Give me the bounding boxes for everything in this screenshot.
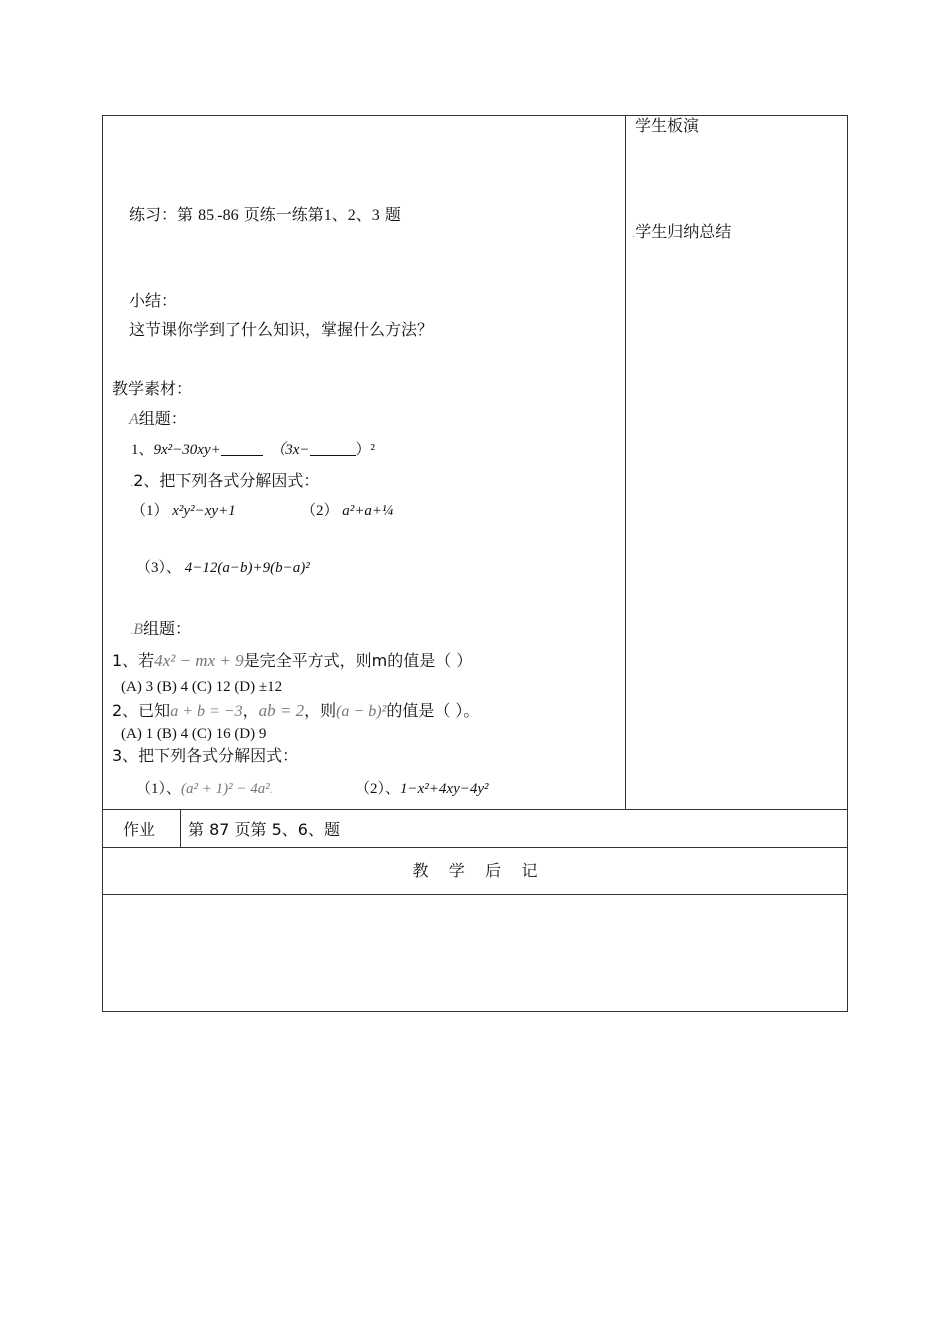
row-divider-main [102,809,848,810]
group-b-q3-1: （1）、(a² + 1)² − 4a². [136,781,273,797]
practice-line: 练习：第 85.-86 页练一练第1、2、3 题 [129,205,401,224]
group-b-q3-2: （2）、1−x²+4xy−4y² [355,781,489,797]
group-b-q1: 1、若4x² − mx + 9是完全平方式，则m的值是（ ） [112,651,473,670]
group-a-q2-3: （3）、 4−12(a−b)+9(b−a)² [136,560,310,576]
materials-title: 教学素材： [112,379,193,398]
row-divider-postscript [102,894,848,895]
group-a-q2-1: （1） x²y²−xy+1 [131,503,236,519]
group-a-q2-2: （2） a²+a+¼ [301,503,394,519]
group-b-q2-options: (A) 1 (B) 4 (C) 16 (D) 9 [121,726,267,742]
edit-mark-icon: . [130,478,134,489]
group-b-q1-options: (A) 3 (B) 4 (C) 12 (D) ±12 [121,679,283,695]
homework-divider [180,809,181,847]
group-b-q2: 2、已知a + b = −3，ab = 2，则(a − b)²的值是（ ）。 [112,701,480,720]
edit-mark-icon: . [130,626,134,637]
summary-question: 这节课你学到了什么知识，掌握什么方法？ [129,320,434,339]
edit-mark-icon: . [214,212,218,223]
row-divider-homework [102,847,848,848]
group-a-q1: 1、9x²−30xy+ （3x− ）² [131,442,376,458]
summary-title: 小结： [129,291,178,310]
column-divider [625,115,626,810]
group-a-q2-title: .2、把下列各式分解因式： [130,471,320,490]
postscript-title: 教 学 后 记 [412,861,538,880]
homework-content: 第 87 页第 5、6、题 [188,820,340,839]
group-b-title: .B组题： [130,619,191,638]
group-a-title: A组题： [129,409,187,428]
group-b-q3-title: 3、把下列各式分解因式： [112,746,299,765]
homework-label: 作业 [123,820,156,839]
edit-mark-icon: . [632,229,636,240]
side-note-board: 学生板演 [635,116,700,135]
side-note-summary: .学生归纳总结 [632,222,732,241]
edit-mark-icon: . [269,785,273,796]
